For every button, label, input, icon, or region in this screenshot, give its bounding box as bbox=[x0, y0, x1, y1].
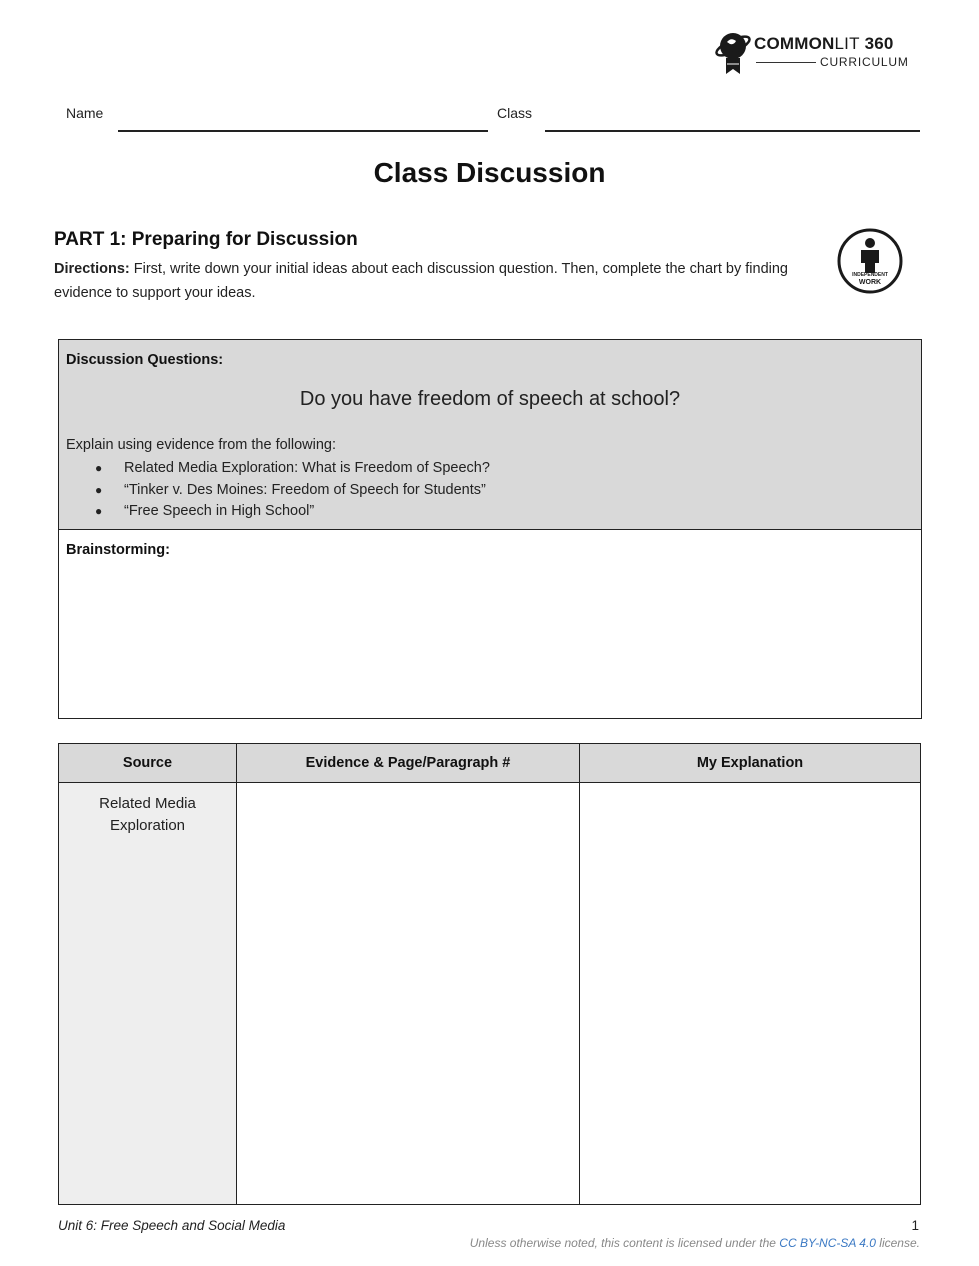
list-item: ● “Tinker v. Des Moines: Freedom of Speech for Students” bbox=[95, 480, 490, 502]
list-item: ● “Free Speech in High School” bbox=[95, 501, 490, 523]
discussion-questions-section bbox=[59, 340, 921, 530]
explanation-column bbox=[580, 744, 920, 1204]
bullet: ● bbox=[95, 482, 103, 497]
discussion-question: Do you have freedom of speech at school? bbox=[299, 388, 681, 410]
discussion-heading: Discussion Questions: bbox=[66, 352, 224, 368]
license-link[interactable]: CC BY-NC-SA 4.0 bbox=[779, 1236, 876, 1250]
header-evidence: Evidence & Page/Paragraph # bbox=[237, 744, 579, 783]
commonlit-globe-icon bbox=[714, 28, 752, 76]
brainstorming-heading: Brainstorming: bbox=[66, 542, 170, 558]
license-text: Unless otherwise noted, this content is licensed under the CC BY-NC-SA 4.0 license. bbox=[469, 1236, 920, 1250]
discussion-box bbox=[58, 339, 922, 719]
source-cell: Related Media Exploration bbox=[99, 795, 196, 834]
header-source: Source bbox=[59, 744, 236, 783]
class-label: Class bbox=[497, 105, 533, 121]
logo-subtitle: CURRICULUM bbox=[820, 55, 909, 69]
logo-wordmark: COMMONLIT 360 bbox=[754, 34, 894, 53]
bullet: ● bbox=[95, 504, 103, 518]
logo-divider bbox=[756, 62, 816, 63]
source-column bbox=[59, 744, 237, 1204]
explain-text: Explain using evidence from the following: bbox=[66, 437, 337, 453]
bullet: ● bbox=[95, 461, 103, 475]
badge-line1: INDEPENDENT bbox=[852, 272, 888, 278]
evidence-table bbox=[58, 743, 921, 1205]
brainstorming-area[interactable] bbox=[59, 562, 921, 718]
part1-title: PART 1: Preparing for Discussion bbox=[54, 229, 358, 250]
commonlit-logo bbox=[714, 28, 924, 78]
name-field[interactable] bbox=[118, 130, 488, 132]
page-title: Class Discussion bbox=[373, 157, 606, 188]
directions-text: First, write down your initial ideas about each discussion question. Then, complete the chart by finding evidence to support your ideas. bbox=[54, 261, 788, 301]
directions-label: Directions: bbox=[54, 261, 130, 277]
directions bbox=[54, 257, 814, 305]
independent-work-icon bbox=[837, 228, 903, 294]
list-item: ● Related Media Exploration: What is Freedom of Speech? bbox=[95, 458, 490, 480]
evidence-cell[interactable] bbox=[237, 783, 579, 1204]
class-field[interactable] bbox=[545, 130, 920, 132]
footer-unit: Unit 6: Free Speech and Social Media bbox=[58, 1218, 286, 1233]
explanation-cell[interactable] bbox=[580, 783, 920, 1204]
source-list bbox=[95, 458, 490, 523]
header-explanation: My Explanation bbox=[580, 744, 920, 783]
evidence-column bbox=[237, 744, 580, 1204]
name-label: Name bbox=[66, 105, 104, 121]
page-number: 1 bbox=[911, 1218, 919, 1233]
badge-line2: WORK bbox=[858, 279, 882, 286]
